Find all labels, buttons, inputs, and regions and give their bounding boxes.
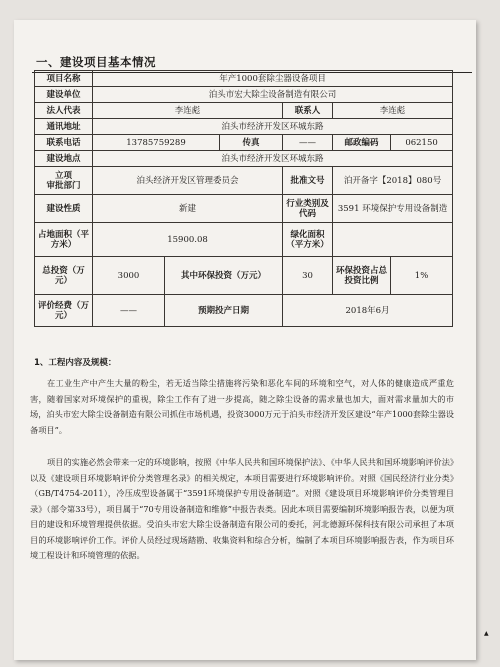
project-info-table: [34, 70, 453, 327]
unit-label: 建设单位: [35, 87, 93, 103]
contact-value: 李连彪: [333, 103, 453, 119]
address-label: 通讯地址: [35, 119, 93, 135]
table-row: [35, 257, 453, 295]
project-name-label: 项目名称: [35, 71, 93, 87]
investment-value: 3000: [93, 257, 165, 295]
nature-label: 建设性质: [35, 195, 93, 223]
table-row: [35, 103, 453, 119]
table-row: [35, 71, 453, 87]
legal-rep-value: 李连彪: [93, 103, 283, 119]
table-row: [35, 223, 453, 257]
zip-label: 邮政编码: [333, 135, 391, 151]
legal-rep-label: 法人代表: [35, 103, 93, 119]
phone-label: 联系电话: [35, 135, 93, 151]
zip-value: 062150: [391, 135, 453, 151]
cost-label: 评价经费（万元）: [35, 295, 93, 327]
env-ratio-value: 1%: [391, 257, 453, 295]
address-value: 泊头市经济开发区环城东路: [93, 119, 453, 135]
site-label: 建设地点: [35, 151, 93, 167]
investment-label: 总投资（万元）: [35, 257, 93, 295]
env-ratio-label: 环保投资占总投资比例: [333, 257, 391, 295]
table-row: [35, 135, 453, 151]
approval-label-line1: 立项: [54, 170, 72, 181]
green-area-label: 绿化面积（平方米）: [283, 223, 333, 257]
doc-number-value: 泊开备字【2018】080号: [333, 167, 453, 195]
doc-number-label: 批准文号: [283, 167, 333, 195]
section-heading: 一、建设项目基本情况: [36, 55, 156, 69]
industry-label: 行业类别及代码: [283, 195, 333, 223]
date-label: 预期投产日期: [165, 295, 283, 327]
approval-value: 泊头经济开发区管理委员会: [93, 167, 283, 195]
fax-label: 传真: [220, 135, 283, 151]
green-area-value: [333, 223, 453, 257]
site-value: 泊头市经济开发区环城东路: [93, 151, 453, 167]
table-row: [35, 195, 453, 223]
content-title: 1、工程内容及规模：: [34, 358, 117, 368]
phone-value: 13785759289: [93, 135, 220, 151]
approval-label-line2: 审批部门: [46, 180, 81, 191]
approval-label: [35, 167, 93, 195]
table-row: [35, 87, 453, 103]
corner-mark: ▲: [484, 630, 489, 637]
table-row: [35, 119, 453, 135]
table-row: [35, 151, 453, 167]
unit-value: 泊头市宏大除尘设备制造有限公司: [93, 87, 453, 103]
industry-value: 3591 环境保护专用设备制造: [333, 195, 453, 223]
area-label: 占地面积（平方米）: [35, 223, 93, 257]
env-investment-value: 30: [283, 257, 333, 295]
table-row: [35, 167, 453, 195]
fax-value: ——: [283, 135, 333, 151]
table-row: [35, 295, 453, 327]
env-investment-label: 其中环保投资（万元）: [165, 257, 283, 295]
cost-value: ——: [93, 295, 165, 327]
project-name-value: 年产1000套除尘器设备项目: [93, 71, 453, 87]
area-value: 15900.08: [93, 223, 283, 257]
date-value: 2018年6月: [283, 295, 453, 327]
paragraph-assessment: 项目的实施必然会带来一定的环境影响，按照《中华人民共和国环境保护法》、《中华人民共和国环境影响评价法》以及《建设项目环境影响评价分类管理名录》的相关规定，本项目需要进行环境影响评价。对照《国民经济行业分类》（GB/T4754-2011），冷压成型设备属于“3591环境保护专用设备制造”。对照《建设项目环境影响评价分类管理目录》（部令第33号），项目属于“70专用设备制造和维修”中报告表类。因此本项目需要编制环境影响报告表，以便为项目的建设和环境管理提供依据。受泊头市宏大除尘设备制造有限公司的委托，河北德源环保科技有限公司承担了本项目的环境影响评价工作。评价人员经过现场踏勘、收集资料和综合分析，编制了本项目环境影响报告表，作为项目环境工程设计和环境管理的依据。: [30, 457, 454, 560]
paragraph-background: 在工业生产中产生大量的粉尘，若无适当除尘措施将污染和恶化车间的环境和空气，对人体的健康造成严重危害，随着国家对环境保护的重视，除尘工作有了进一步提高，随之除尘设备的需求量也加大，面对需求量加大的市场，泊头市宏大除尘设备制造有限公司抓住市场机遇，投资3000万元于泊头市经济开发区建设“年产1000套除尘器设备项目”。: [30, 378, 454, 435]
nature-value: 新建: [93, 195, 283, 223]
contact-label: 联系人: [283, 103, 333, 119]
